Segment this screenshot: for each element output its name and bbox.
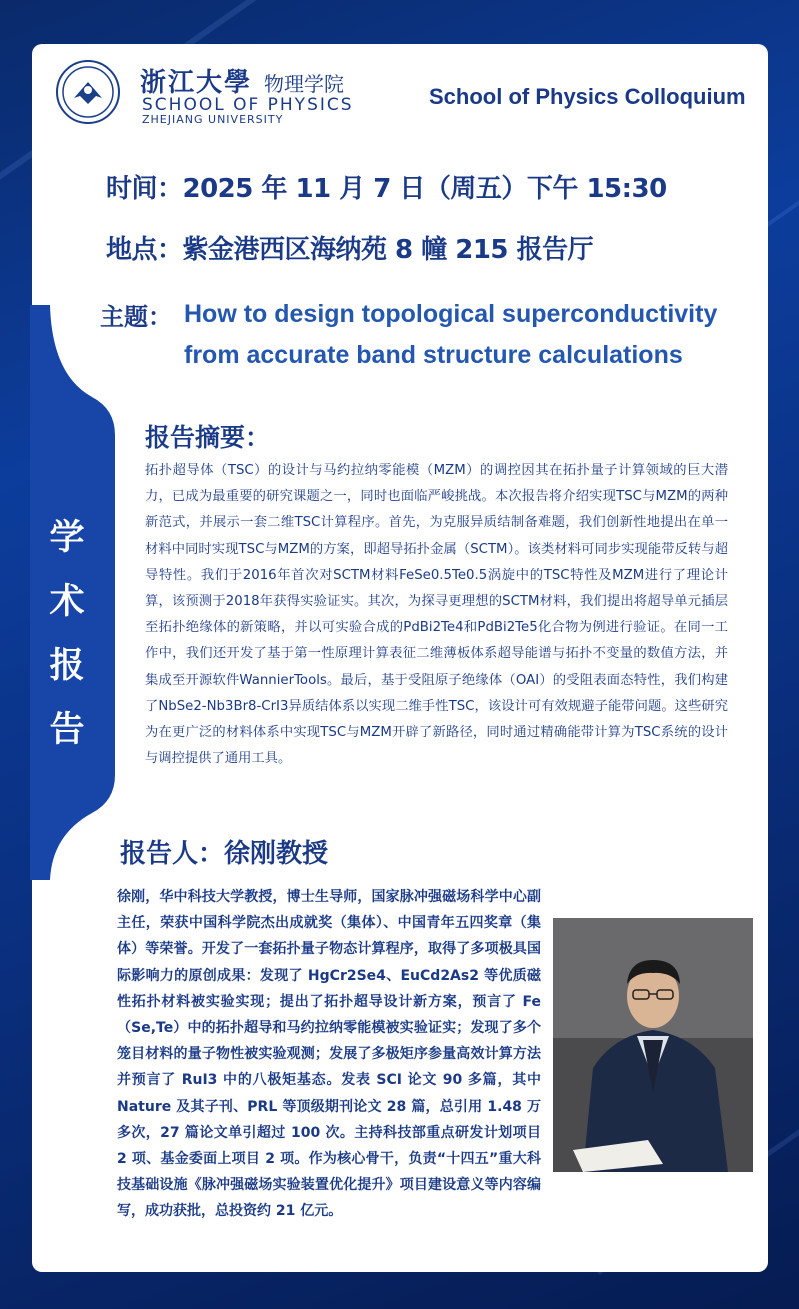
school-name-cn: 浙江大學	[140, 68, 253, 98]
department-name-cn: 物理学院	[264, 72, 344, 96]
abstract-body: 拓扑超导体（TSC）的设计与马约拉纳零能模（MZM）的调控因其在拓扑量子计算领域的巨大潜力，已成为最重要的研究课题之一，同时也面临严峻挑战。本次报告将介绍实现TSC与MZM的两种新范式，并展示一套二维TSC计算程序。首先，为克服异质结制备难题，我们创新性地提出在单一材料中同时实现TSC与MZM的方案，即超导拓扑金属（SCTM）。该类材料可同步实现能带反转与超导特性。我们于2016年首次对SCTM材料FeSe0.5Te0.5涡旋中的TSC特性及MZM进行了理论计算，该预测于2018年获得实验证实。其次，为探寻更理想的SCTM材料，我们提出将超导单元插层至拓扑绝缘体的新策略，并以可实验合成的PdBi2Te4和PdBi2Te5化合物为例进行验证。在同一工作中，我们还开发了基于第一性原理计算表征二维薄板体系超导能谱与拓扑不变量的数值方法，并集成至开源软件WannierTools。最后，基于受阻原子绝缘体（OAI）的受阻表面态特性，我们构建了NbSe2-Nb3Br8-CrI3异质结体系以实现二维手性TSC，该设计可有效规避子能带问题。这些研究为在更广泛的材料体系中实现TSC与MZM开辟了新路径，同时通过精确能带计算为TSC系统的设计与调控提供了通用工具。	[145, 463, 728, 767]
side-tab-char: 术	[49, 582, 85, 622]
speaker-title: 报告人：徐刚教授	[120, 839, 329, 869]
abstract-title: 报告摘要：	[145, 423, 271, 452]
school-name-en: SCHOOL OF PHYSICS	[142, 95, 354, 115]
university-name-en: ZHEJIANG UNIVERSITY	[142, 113, 284, 126]
colloquium-title: School of Physics Colloquium	[429, 84, 746, 109]
side-tab-char: 报	[49, 646, 85, 686]
university-seal-icon	[56, 60, 120, 124]
side-tab-char: 告	[49, 710, 85, 750]
topic-title: How to design topological superconductivity from accurate band structure calculations	[184, 300, 718, 369]
speaker-bio: 徐刚，华中科技大学教授，博士生导师，国家脉冲强磁场科学中心副主任，荣获中国科学院杰出成就奖（集体）、中国青年五四奖章（集体）等荣誉。开发了一套拓扑量子物态计算程序，取得了多项极具国际影响力的原创成果：发现了 HgCr2Se4、EuCd2As2 等优质磁性拓扑材料被实验实现；提出了拓扑超导设计新方案，预言了 Fe（Se,Te）中的拓扑超导和马约拉纳零能模被实验证实；发现了多个笼目材料的量子物性被实验观测；发展了多极矩序参量高效计算方法并预言了 RuI3 中的八极矩基态。发表 SCI 论文 90 多篇，其中 Nature 及其子刊、PRL 等顶级期刊论文 28 篇，总引用 1.48 万多次，27 篇论文单引超过 100 次。主持科技部重点研发计划项目 2 项、基金委面上项目 2 项。作为核心骨干，负责“十四五”重大科技基础设施《脉冲强磁场实验装置优化提升》项目建设意义等内容编写，成功获批，总投资约 21 亿元。	[117, 889, 541, 1220]
side-tab-char: 学	[49, 518, 85, 558]
event-place: 地点：紫金港西区海纳苑 8 幢 215 报告厅	[106, 235, 594, 265]
event-time: 时间：2025 年 11 月 7 日（周五）下午 15:30	[106, 174, 667, 204]
speaker-photo	[553, 918, 753, 1172]
topic-label: 主题：	[100, 303, 172, 331]
side-tab-label	[47, 506, 87, 762]
